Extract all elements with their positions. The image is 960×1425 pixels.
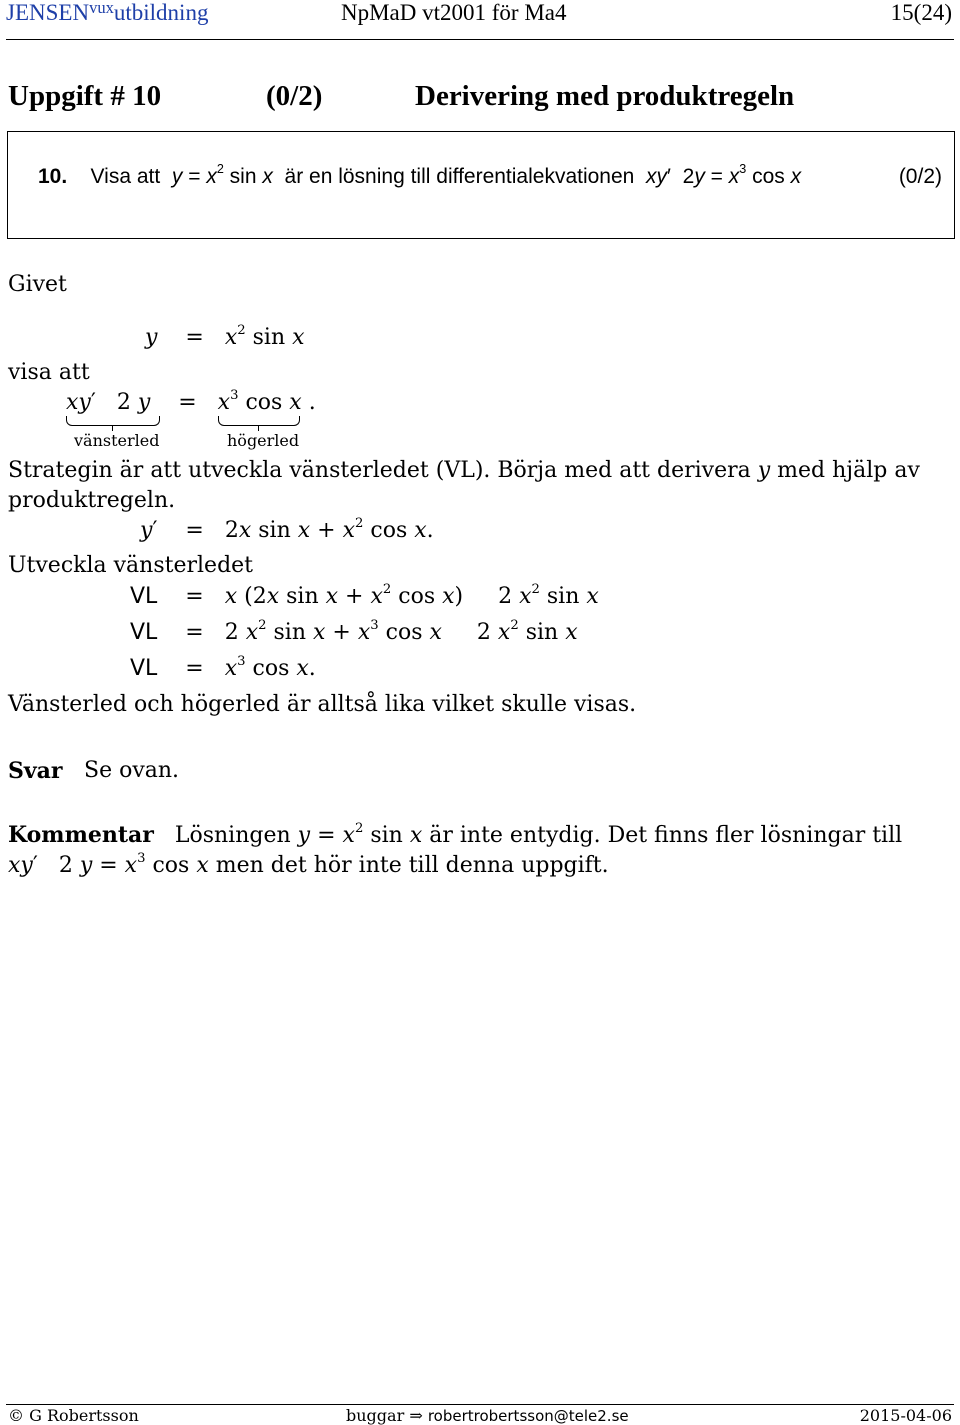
- show-label: visa att: [8, 360, 90, 385]
- school-name: $JENSEN^{vux}utbildning$: [6, 0, 209, 25]
- footer-bug-report: buggar ⇒ robertrobertsson@tele2.se: [346, 1406, 629, 1425]
- footer-copyright: © G Robertsson: [8, 1406, 139, 1425]
- exam-title: NpMaD vt2001 för Ma4: [341, 0, 567, 25]
- copyright-icon: ©: [8, 1406, 24, 1425]
- given-equation: y = $x^2$ sin x: [145, 322, 305, 350]
- page-number: 15(24): [890, 0, 952, 25]
- task-box-points: (0/2): [898, 165, 942, 188]
- left-side-label: vänsterled: [74, 431, 160, 450]
- footer-divider: [6, 1404, 954, 1405]
- task-heading: Uppgift # 10: [8, 80, 162, 112]
- expand-step-3: VL = $x^3$ cos x.: [130, 653, 316, 681]
- right-side-label: högerled: [227, 431, 300, 450]
- right-side-brace: [218, 416, 300, 426]
- target-equation: xy′ 2 y = $x^3$ cos x .: [66, 387, 316, 415]
- conclusion: Vänsterled och högerled är alltså lika vilket skulle visas.: [8, 692, 637, 717]
- page-header: [6, 0, 954, 30]
- expand-step-1: VL = x (2x $\sin x + x^2$ cos x) 2 $x^2$ sin x: [130, 581, 599, 609]
- comment-line-1: Kommentar Lösningen $y = x^2$ sin x är inte entydig. Det finns fler lösningar till: [8, 820, 903, 848]
- footer-email[interactable]: robertrobertsson@tele2.se: [427, 1407, 629, 1425]
- expand-step-2: VL = 2 $x^2$ $\sin x + x^3$ cos x 2 $x^2$ sin x: [130, 617, 578, 645]
- comment-line-2: xy′ 2 $y = x^3$ cos x men det hör inte till denna uppgift.: [8, 850, 609, 878]
- footer-date: 2015-04-06: [859, 1406, 952, 1425]
- expand-label: Utveckla vänsterledet: [8, 553, 254, 578]
- implies-arrow-icon: ⇒: [409, 1406, 423, 1425]
- answer-text: Se ovan.: [84, 758, 180, 783]
- task-topic: Derivering med produktregeln: [415, 80, 795, 112]
- strategy-line-2: produktregeln.: [8, 488, 176, 513]
- answer-label: Svar: [8, 758, 63, 784]
- task-statement: 10. Visa att $y = x^2$ sin x är en lösning till differentialekvationen xy′ $2y = x^3$ cos x: [38, 162, 802, 188]
- strategy-line-1: Strategin är att utveckla vänsterledet (VL). Börja med att derivera y med hjälp av: [8, 458, 920, 483]
- task-points: (0/2): [266, 80, 323, 112]
- derivative-equation: y′ = 2x $\sin x + x^2$ cos x.: [140, 515, 434, 543]
- given-label: Givet: [8, 272, 67, 297]
- left-side-brace: [66, 416, 160, 426]
- header-divider: [6, 39, 954, 40]
